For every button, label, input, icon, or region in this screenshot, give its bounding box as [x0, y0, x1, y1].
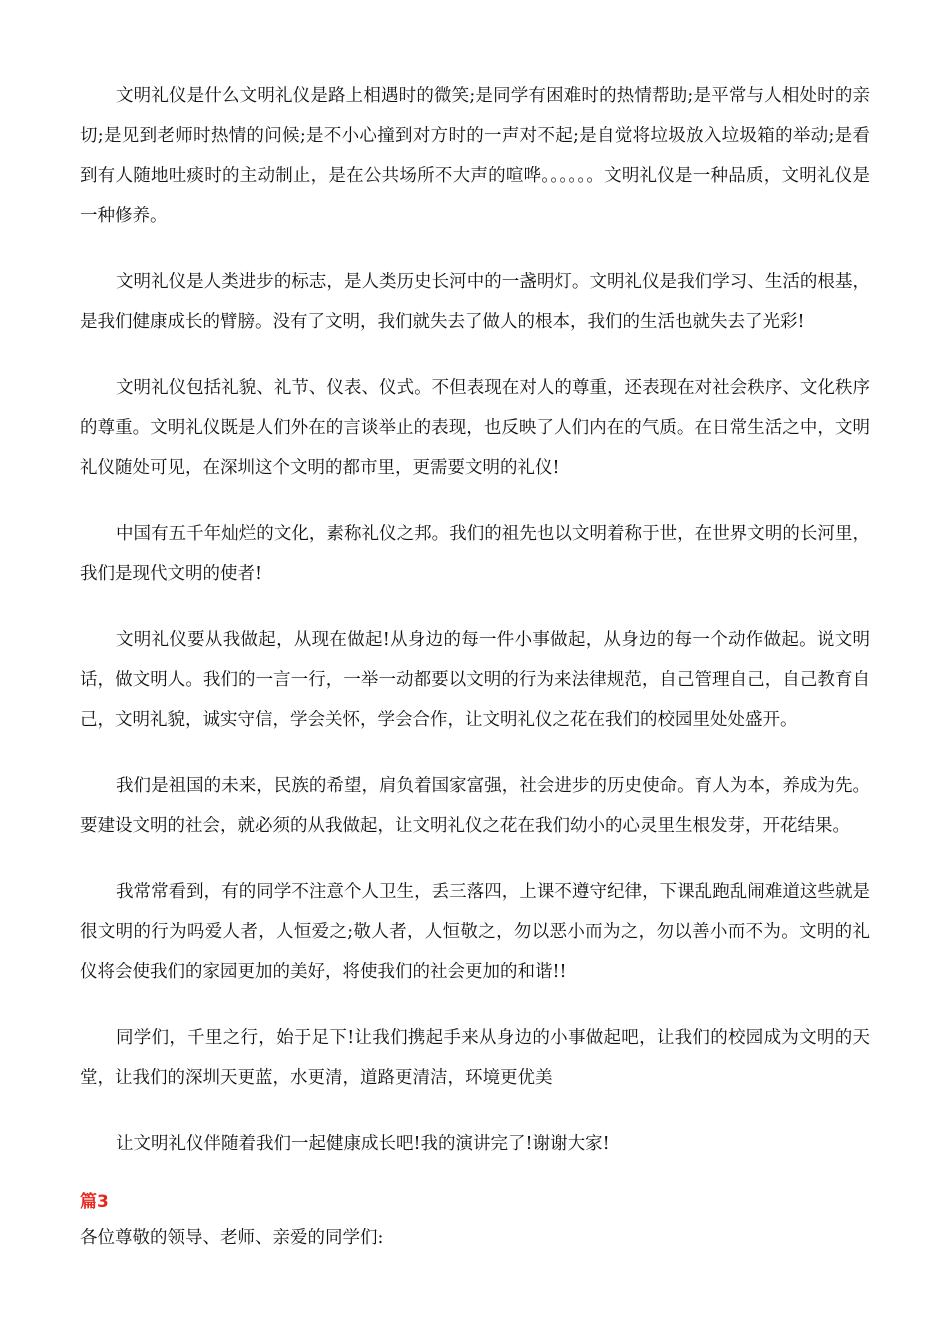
salutation: 各位尊敬的领导、老师、亲爱的同学们:: [80, 1228, 384, 1248]
paragraph-2: 文明礼仪是人类进步的标志，是人类历史长河中的一盏明灯。文明礼仪是我们学习、生活的根基，是我们健康成长的臂膀。没有了文明，我们就失去了做人的根本，我们的生活也就失去了光彩!: [80, 272, 870, 332]
paragraph-9: 让文明礼仪伴随着我们一起健康成长吧!我的演讲完了!谢谢大家!: [116, 1134, 610, 1154]
section-heading: 篇3: [80, 1192, 109, 1212]
paragraph-1: 文明礼仪是什么文明礼仪是路上相遇时的微笑;是同学有困难时的热情帮助;是平常与人相处时的亲切;是见到老师时热情的问候;是不小心撞到对方时的一声对不起;是自觉将垃圾放入垃圾箱的举动;是看到有人随地吐痰时的主动制止，是在公共场所不大声的喧哗。。。。。。文明礼仪是一种品质，文明礼仪是一种修养。: [80, 86, 870, 226]
paragraph-4: 中国有五千年灿烂的文化，素称礼仪之邦。我们的祖先也以文明着称于世，在世界文明的长河里，我们是现代文明的使者!: [80, 524, 870, 584]
paragraph-5: 文明礼仪要从我做起，从现在做起!从身边的每一件小事做起，从身边的每一个动作做起。说文明话，做文明人。我们的一言一行，一举一动都要以文明的行为来法律规范，自己管理自己，自己教育自己，文明礼貌，诚实守信，学会关怀，学会合作，让文明礼仪之花在我们的校园里处处盛开。: [80, 630, 870, 730]
paragraph-8: 同学们，千里之行，始于足下!让我们携起手来从身边的小事做起吧，让我们的校园成为文明的天堂，让我们的深圳天更蓝，水更清，道路更清洁，环境更优美: [80, 1028, 870, 1088]
paragraph-6: 我们是祖国的未来，民族的希望，肩负着国家富强，社会进步的历史使命。育人为本，养成为先。要建设文明的社会，就必须的从我做起，让文明礼仪之花在我们幼小的心灵里生根发芽，开花结果。: [80, 776, 870, 836]
paragraph-7: 我常常看到，有的同学不注意个人卫生，丢三落四，上课不遵守纪律，下课乱跑乱闹难道这些就是很文明的行为吗爱人者，人恒爱之;敬人者，人恒敬之，勿以恶小而为之，勿以善小而不为。文明的礼仪将会使我们的家园更加的美好，将使我们的社会更加的和谐!!: [80, 882, 870, 982]
document-page: [80, 76, 870, 1254]
paragraph-3: 文明礼仪包括礼貌、礼节、仪表、仪式。不但表现在对人的尊重，还表现在对社会秩序、文化秩序的尊重。文明礼仪既是人们外在的言谈举止的表现，也反映了人们内在的气质。在日常生活之中，文明礼仪随处可见，在深圳这个文明的都市里，更需要文明的礼仪!: [80, 378, 870, 478]
